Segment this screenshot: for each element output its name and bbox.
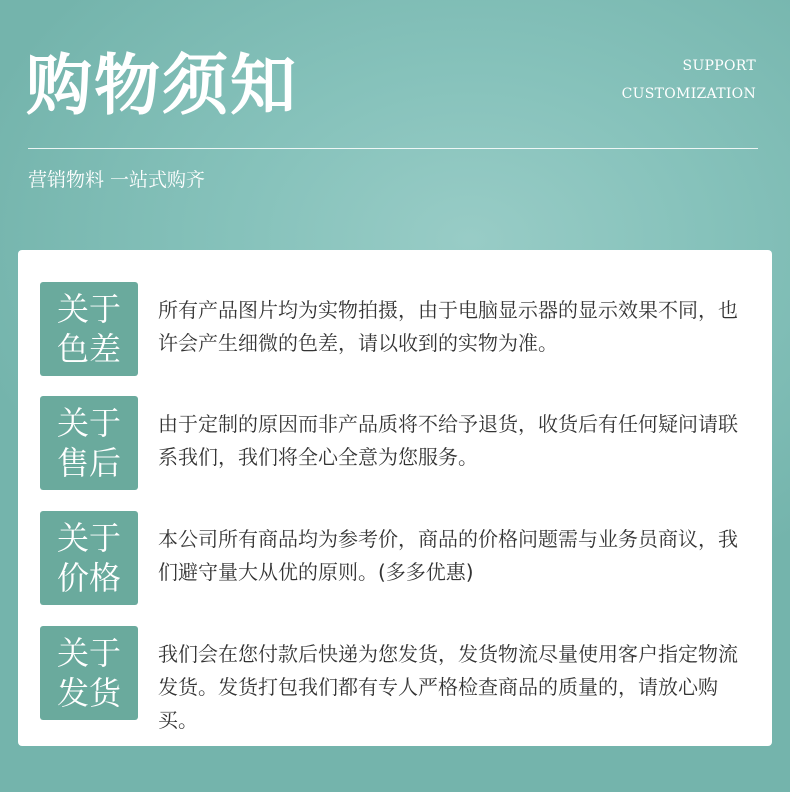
page-title: 购物须知: [26, 47, 298, 124]
english-tagline: [622, 52, 756, 108]
notice-badge-line1: 关于: [56, 290, 121, 328]
notice-card: [18, 250, 772, 746]
notice-badge: [40, 282, 138, 376]
notice-badge-line2: 发货: [56, 674, 121, 712]
notice-text: 本公司所有商品均为参考价，商品的价格问题需与业务员商议，我们避守量大从优的原则。(多多优惠): [158, 527, 738, 584]
notice-badge-line2: 色差: [56, 330, 121, 368]
notice-badge: [40, 626, 138, 720]
notice-item-shipping: [40, 626, 760, 732]
notice-text: 我们会在您付款后快递为您发货，发货物流尽量使用客户指定物流发货。发货打包我们都有专人严格检查商品的质量的，请放心购买。: [158, 642, 738, 732]
notice-item-price: [40, 511, 760, 605]
english-tagline-line1: SUPPORT: [682, 58, 756, 74]
notice-badge-line1: 关于: [56, 404, 121, 442]
notice-badge-line2: 价格: [56, 559, 121, 597]
page-subtitle: 营销物料 一站式购齐: [28, 169, 206, 191]
english-tagline-line2: CUSTOMIZATION: [621, 86, 756, 102]
notice-text: 由于定制的原因而非产品质将不给予退货，收货后有任何疑问请联系我们，我们将全心全意为您服务。: [158, 412, 738, 469]
notice-badge: [40, 396, 138, 490]
notice-badge-line1: 关于: [56, 634, 121, 672]
notice-text: 所有产品图片均为实物拍摄，由于电脑显示器的显示效果不同，也许会产生细微的色差，请以收到的实物为准。: [158, 298, 738, 355]
notice-badge-line2: 售后: [56, 444, 121, 482]
notice-badge: [40, 511, 138, 605]
notice-item-after-sales: [40, 396, 760, 490]
header-divider: [28, 148, 758, 149]
notice-item-color-difference: [40, 282, 760, 376]
notice-badge-line1: 关于: [56, 519, 121, 557]
